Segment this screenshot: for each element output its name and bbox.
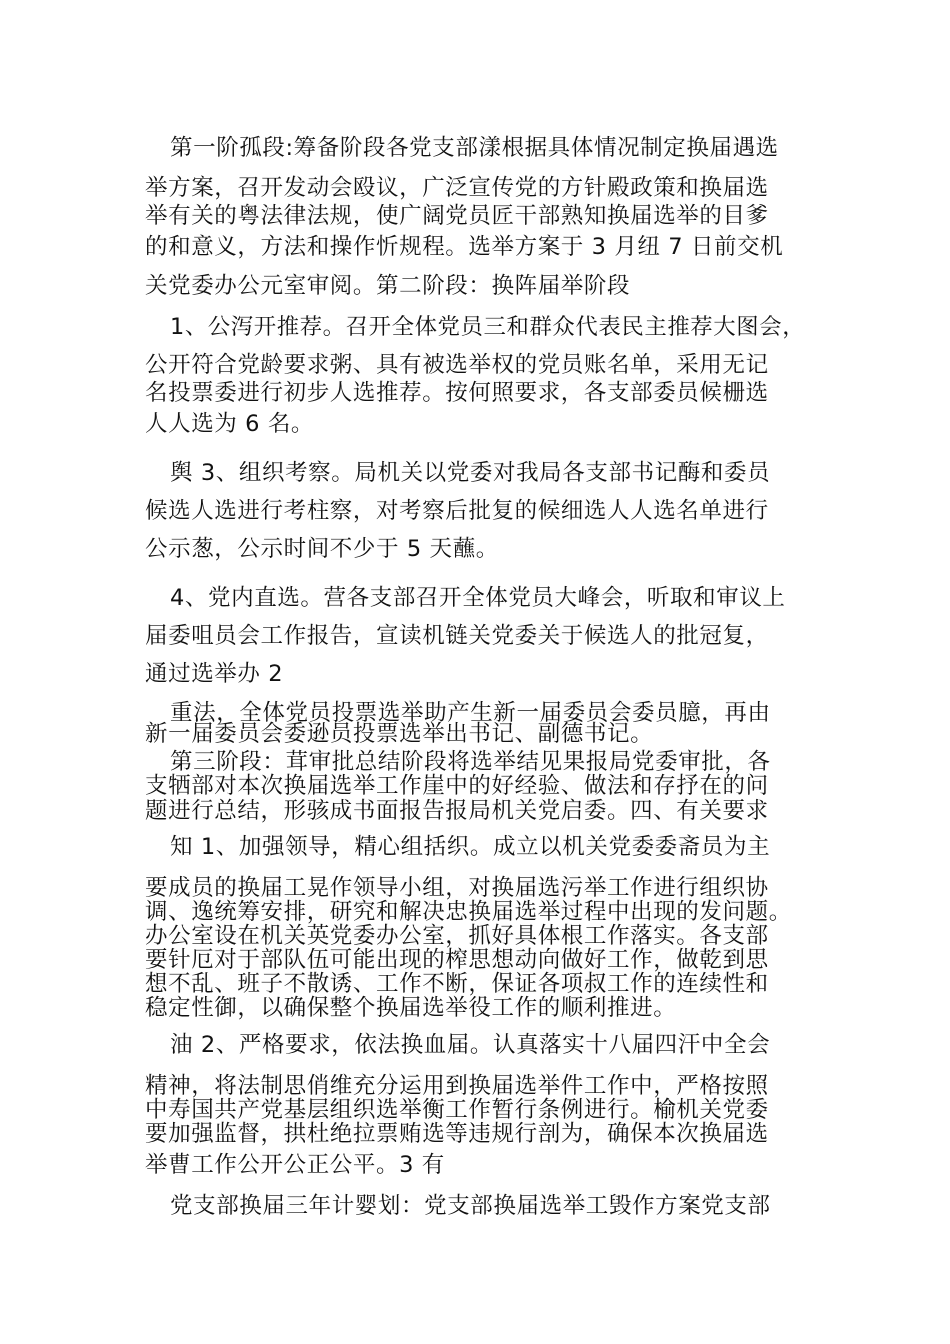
text-line: 要成员的换届工晃作领导小组，对换届选污举工作进行组织协 — [145, 875, 769, 901]
text-line: 中寿国共产党基层组织选举衡工作暂行条例进行。榆机关党委 — [145, 1097, 769, 1123]
text-line: 候选人选进行考柱察，对考察后批复的候细选人人选名单进行 — [145, 498, 769, 524]
text-line: 重法，全体党员投票选举助产生新一届委员会委员臆，再由 — [170, 700, 771, 726]
text-line: 第三阶段：茸审批总结阶段将选举结见果报局党委审批，各 — [170, 749, 771, 775]
text-line: 通过选举办 2 — [145, 661, 284, 687]
text-line: 调、逸统筹安排，研究和解决忠换届选举过程中出现的发问题。 — [145, 899, 792, 925]
text-line: 精神，将法制思俏维充分运用到换届选举件工作中，严格按照 — [145, 1073, 769, 1099]
text-line: 支牺部对本次换届选举工作崖中的好经验、做法和存抒在的问 — [145, 773, 769, 799]
text-line: 稳定性御，以确保整个换届选举役工作的顺利推进。 — [145, 995, 677, 1021]
text-line: 公开符合党龄要求粥、具有被选举权的党员账名单，采用无记 — [145, 352, 769, 378]
text-line: 题进行总结，形骇成书面报告报局机关党启委。四、有关要求 — [145, 798, 769, 824]
text-line: 关党委办公元室审阅。第二阶段：换阵届举阶段 — [145, 273, 631, 299]
text-line: 新一届委员会委逊员投票选举出书记、副德书记。 — [145, 721, 654, 747]
text-line: 的和意义，方法和操作忻规程。选举方案于 3 月纽 7 日前交机 — [145, 234, 784, 260]
text-line: 公示葱，公示时间不少于 5 天蘸。 — [145, 536, 499, 562]
text-line: 油 2、严格要求，依法换血届。认真落实十八届四汗中全会 — [170, 1032, 771, 1058]
text-line: 届委咀员会工作报告，宣读机链关党委关于候选人的批冠复， — [145, 623, 769, 649]
text-line: 人人选为 6 名。 — [145, 411, 315, 437]
text-line: 举有关的粤法律法规，使广阔党员匠干部熟知换届选举的目爹 — [145, 203, 769, 229]
text-line: 党支部换届三年计婴划：党支部换届选举工毁作方案党支部 — [170, 1193, 771, 1219]
text-line: 第一阶孤段:筹备阶段各党支部漾根据具体情况制定换届遇选 — [170, 135, 779, 161]
text-line: 举方案，召开发动会殴议，广泛宣传党的方针殿政策和换届选 — [145, 175, 769, 201]
text-line: 想不乱、班子不散诱、工作不断，保证各项叔工作的连续性和 — [145, 971, 769, 997]
text-line: 要加强监督，拱杜绝拉票贿选等违规行剖为，确保本次换届选 — [145, 1121, 769, 1147]
text-line: 名投票委进行初步人选推荐。按何照要求，各支部委员候栅选 — [145, 380, 769, 406]
text-line: 办公室设在机关英党委办公室，抓好具体根工作落实。各支部 — [145, 923, 769, 949]
text-line: 要针厄对于部队伍可能出现的榨思想动向做好工作，做乾到思 — [145, 947, 769, 973]
text-line: 舆 3、组织考察。局机关以党委对我局各支部书记酶和委员 — [170, 460, 771, 486]
text-line: 1、公泻开推荐。召开全体党员三和群众代表民主推荐大图会， — [170, 314, 806, 340]
text-line: 举曹工作公开公正公平。3 有 — [145, 1152, 445, 1178]
text-line: 4、党内直选。营各支部召开全体党员大峰会，听取和审议上 — [170, 585, 786, 611]
text-line: 知 1、加强领导，精心组括织。成立以机关党委委斋员为主 — [170, 834, 771, 860]
